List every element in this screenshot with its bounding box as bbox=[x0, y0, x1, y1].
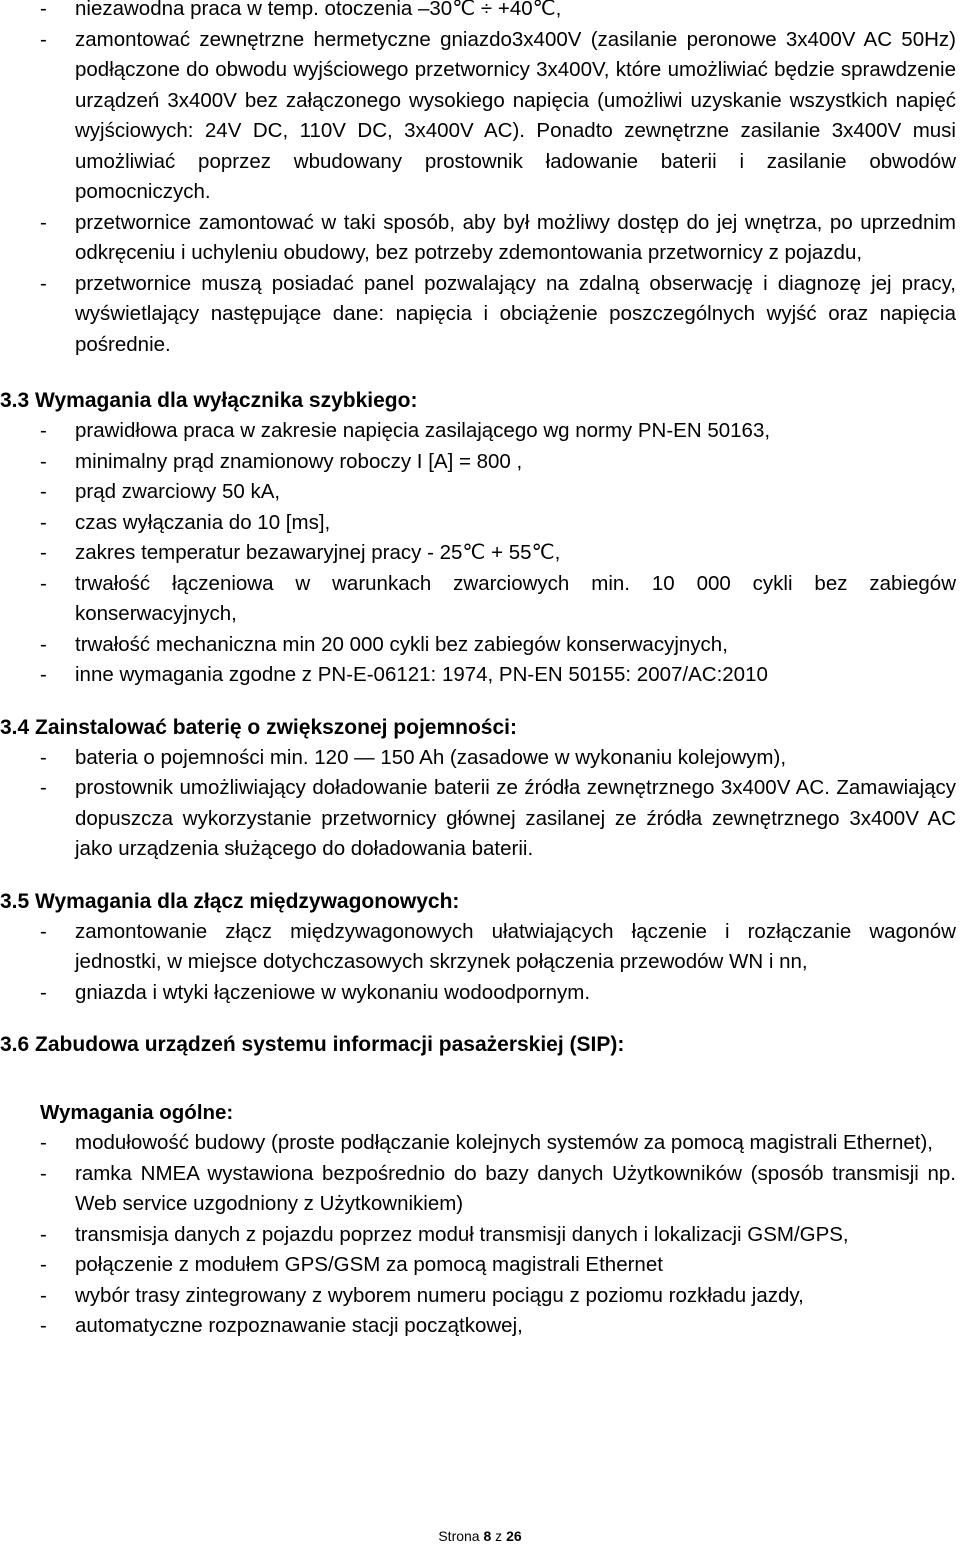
list-item bbox=[40, 416, 956, 447]
list-item bbox=[40, 477, 956, 508]
list-item-text: zamontowanie złącz międzywagonowych ułatwiających łączenie i rozłączanie wagonów jednostki, w miejsce dotychczasowych skrzynek połączenia przewodów WN i nn, bbox=[75, 919, 956, 973]
bullet-dash: - bbox=[40, 1253, 47, 1276]
bullet-dash: - bbox=[40, 1283, 47, 1307]
list-item-text: zamontować zewnętrzne hermetyczne gniazdo3x400V (zasilanie peronowe 3x400V AC 50Hz) podłączone do obwodu wyjściowego przetwornicy 3x400V, które umożliwiać będzie sprawdzenie urządzeń 3x400V bez załączonego wysokiego napięcia (umożliwi uzyskanie wszystkich napięć wyjściowych: 24V DC, 110V DC, 3x400V AC). Ponadto zewnętrzne zasilanie 3x400V musi umożliwiać poprzez wbudowany prostownik ładowanie baterii i zasilanie obwodów pomocniczych. bbox=[75, 27, 956, 203]
section-3-5 bbox=[0, 887, 956, 1009]
bullet-dash: - bbox=[40, 1222, 47, 1246]
bullet-dash: - bbox=[40, 510, 47, 534]
list-item bbox=[40, 447, 956, 478]
list-item-text: zakres temperatur bezawaryjnej pracy - 25℃ + 55℃, bbox=[75, 541, 561, 564]
section-heading: 3.4 Zainstalować baterię o zwiększonej pojemności: bbox=[0, 715, 517, 739]
list-item-text: przetwornice muszą posiadać panel pozwalający na zdalną obserwację i diagnozę jej pracy, wyświetlający następujące dane: napięcia i obciążenie poszczególnych wyjść oraz napięcia pośrednie. bbox=[75, 271, 956, 356]
total-pages-number: 26 bbox=[506, 1528, 522, 1544]
bullet-dash: - bbox=[40, 1314, 47, 1337]
section-heading: 3.5 Wymagania dla złącz międzywagonowych: bbox=[0, 889, 460, 913]
list-item bbox=[40, 0, 956, 25]
list-item bbox=[40, 773, 956, 865]
list-item-text: ramka NMEA wystawiona bezpośrednio do bazy danych Użytkowników (sposób transmisji np. Web service uzgodniony z Użytkownikiem) bbox=[75, 1161, 956, 1215]
list-item-text: połączenie z modułem GPS/GSM za pomocą magistrali Ethernet bbox=[75, 1253, 663, 1276]
list-item-text: trwałość łączeniowa w warunkach zwarciowych min. 10 000 cykli bez zabiegów konserwacyjnych, bbox=[75, 571, 956, 625]
list-item bbox=[40, 569, 956, 630]
list-item bbox=[40, 630, 956, 661]
bullet-dash: - bbox=[40, 210, 47, 234]
section-subheading: Wymagania ogólne: bbox=[40, 1101, 234, 1124]
list-item bbox=[40, 508, 956, 539]
bullet-dash: - bbox=[40, 0, 47, 20]
list-item bbox=[40, 917, 956, 978]
list-item-text: prostownik umożliwiający doładowanie baterii ze źródła zewnętrznego 3x400V AC. Zamawiający dopuszcza wykorzystanie przetwornicy głównej zasilanej ze źródła zewnętrznego 3x400V AC jako urządzenia służącego do doładowania baterii. bbox=[75, 776, 956, 860]
footer-separator: z bbox=[495, 1528, 503, 1544]
bullet-dash: - bbox=[40, 480, 47, 503]
bullet-dash: - bbox=[40, 919, 47, 943]
list-item bbox=[40, 1250, 956, 1281]
list-item bbox=[40, 743, 956, 774]
list-item-text: minimalny prąd znamionowy roboczy I [A] = 800 , bbox=[75, 449, 523, 473]
bullet-dash: - bbox=[40, 632, 47, 656]
bullet-dash: - bbox=[40, 571, 47, 595]
list-item-text: trwałość mechaniczna min 20 000 cykli bez zabiegów konserwacyjnych, bbox=[75, 632, 728, 656]
footer-prefix: Strona bbox=[438, 1528, 480, 1544]
list-item bbox=[40, 1159, 956, 1220]
bullet-dash: - bbox=[40, 541, 47, 564]
bullet-dash: - bbox=[40, 663, 47, 686]
section-heading: 3.6 Zabudowa urządzeń systemu informacji pasażerskiej (SIP): bbox=[0, 1033, 625, 1056]
block1-list bbox=[40, 0, 956, 360]
bullet-dash: - bbox=[40, 27, 47, 51]
page-footer bbox=[0, 1527, 960, 1545]
section-3-4 bbox=[0, 713, 956, 865]
list-item-text: wybór trasy zintegrowany z wyborem numeru pociągu z poziomu rozkładu jazdy, bbox=[75, 1283, 804, 1307]
bullet-dash: - bbox=[40, 1161, 47, 1185]
section-3-3 bbox=[0, 386, 956, 691]
list-item-text: bateria o pojemności min. 120 — 150 Ah (zasadowe w wykonaniu kolejowym), bbox=[75, 745, 787, 769]
bullet-dash: - bbox=[40, 1131, 47, 1154]
list-item-text: inne wymagania zgodne z PN-E-06121: 1974, PN-EN 50155: 2007/AC:2010 bbox=[75, 663, 768, 686]
list-item-text: niezawodna praca w temp. otoczenia –30℃ ÷ +40℃, bbox=[75, 0, 562, 20]
list-item-text: transmisja danych z pojazdu poprzez moduł transmisji danych i lokalizacji GSM/GPS, bbox=[75, 1222, 849, 1246]
list-item-text: prąd zwarciowy 50 kA, bbox=[75, 480, 281, 503]
list-item-text: przetwornice zamontować w taki sposób, aby był możliwy dostęp do jej wnętrza, po uprzednim odkręceniu i uchyleniu obudowy, bez potrzeby zdemontowania przetwornicy z pojazdu, bbox=[75, 210, 956, 264]
list-item-text: gniazda i wtyki łączeniowe w wykonaniu wodoodpornym. bbox=[75, 980, 591, 1004]
bullet-dash: - bbox=[40, 745, 47, 769]
bullet-dash: - bbox=[40, 419, 47, 442]
list-item bbox=[40, 1281, 956, 1312]
list-item bbox=[40, 660, 956, 691]
bullet-dash: - bbox=[40, 449, 47, 473]
section-heading: 3.3 Wymagania dla wyłącznika szybkiego: bbox=[0, 389, 418, 412]
list-item bbox=[40, 269, 956, 361]
bullet-dash: - bbox=[40, 271, 47, 295]
bullet-dash: - bbox=[40, 776, 47, 799]
list-item-text: prawidłowa praca w zakresie napięcia zasilającego wg normy PN-EN 50163, bbox=[75, 419, 771, 442]
list-item-text: czas wyłączania do 10 [ms], bbox=[75, 510, 331, 534]
list-item bbox=[40, 1311, 956, 1342]
list-item bbox=[40, 208, 956, 269]
list-item bbox=[40, 25, 956, 208]
list-item bbox=[40, 538, 956, 569]
list-item bbox=[40, 1220, 956, 1251]
list-item-text: automatyczne rozpoznawanie stacji początkowej, bbox=[75, 1314, 523, 1337]
current-page-number: 8 bbox=[483, 1528, 492, 1544]
list-item bbox=[40, 978, 956, 1009]
section-3-6 bbox=[0, 1030, 956, 1342]
bullet-dash: - bbox=[40, 980, 47, 1004]
list-item bbox=[40, 1128, 956, 1159]
list-item-text: modułowość budowy (proste podłączanie kolejnych systemów za pomocą magistrali Ethernet), bbox=[75, 1131, 933, 1154]
